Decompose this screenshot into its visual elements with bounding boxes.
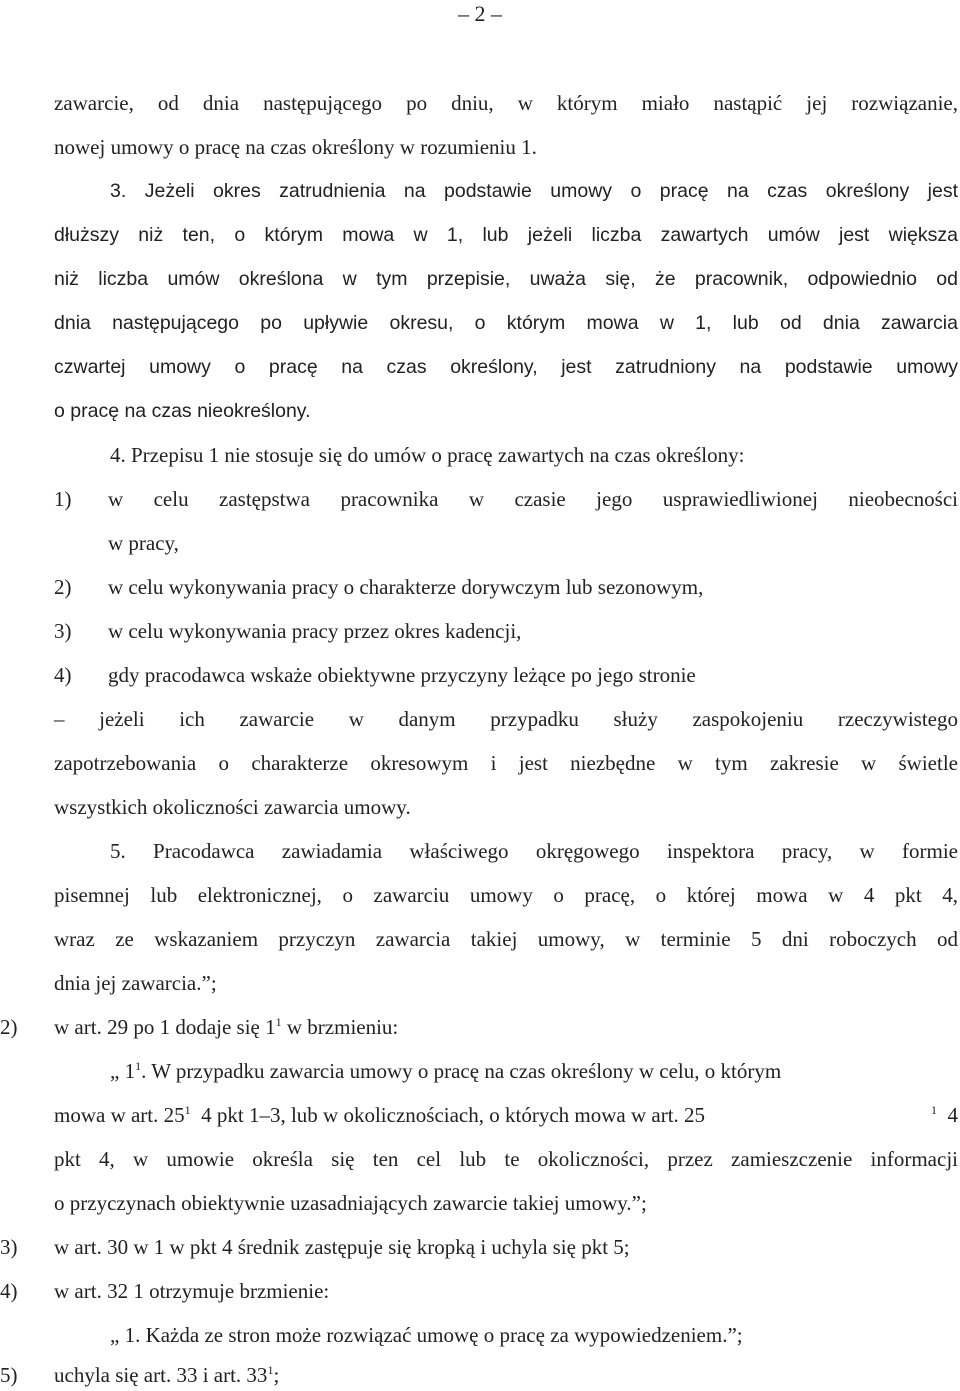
text-line: dłuższy niż ten, o którym mowa w 1, lub jeżeli liczba zawartych umów jest większa [54, 224, 958, 246]
list-item: w celu wykonywania pracy przez okres kadencji, [108, 619, 522, 643]
superscript: 1 [931, 1103, 937, 1117]
quoted-paragraph-start [110, 1056, 781, 1086]
quoted-paragraph: „ 1. Każda ze stron może rozwiązać umowę o pracę za wypowiedzeniem.”; [110, 1323, 743, 1347]
list-number: 3) [0, 1235, 18, 1259]
list-number: 5) [0, 1363, 18, 1387]
list-item: w art. 30 w 1 w pkt 4 średnik zastępuje się kropką i uchyla się pkt 5; [54, 1235, 630, 1259]
list-item [54, 1012, 398, 1042]
superscript: 1 [135, 1059, 142, 1073]
list-number: 2) [0, 1015, 18, 1039]
list-item: w celu wykonywania pracy o charakterze dorywczym lub sezonowym, [108, 575, 704, 599]
text-line: pisemnej lub elektronicznej, o zawarciu umowy o pracę, o której mowa w 4 pkt 4, [54, 883, 958, 907]
text-segment: . W przypadku zawarcia umowy o pracę na czas określony w celu, o którym [141, 1059, 782, 1083]
list-number: 4) [0, 1279, 18, 1303]
text-segment: ; [273, 1363, 280, 1387]
paragraph-3-start: 3. Jeżeli okres zatrudnienia na podstawie umowy o pracę na czas określony jest [110, 180, 958, 202]
paragraph-4-start: 4. Przepisu 1 nie stosuje się do umów o pracę zawartych na czas określony: [110, 443, 745, 467]
text-line: zapotrzebowania o charakterze okresowym i jest niezbędne w tym zakresie w świetle [54, 751, 958, 775]
list-item-continuation: w pracy, [108, 531, 179, 555]
text-segment: uchyla się art. 33 i art. 33 [54, 1363, 268, 1387]
text-segment: w brzmieniu: [281, 1015, 399, 1039]
list-item: gdy pracodawca wskaże obiektywne przyczyny leżące po jego stronie [108, 663, 696, 687]
list-item: w celu zastępstwa pracownika w czasie jego usprawiedliwionej nieobecności [108, 487, 958, 511]
text-segment [931, 1100, 958, 1130]
list-item [54, 1360, 279, 1390]
paragraph-5-start: 5. Pracodawca zawiadamia właściwego okręgowego inspektora pracy, w formie [110, 839, 958, 863]
text-line: niż liczba umów określona w tym przepisie, uważa się, że pracownik, odpowiednio od [54, 268, 958, 290]
text-segment: 4 pkt 1–3, lub w okolicznościach, o których mowa w art. 25 [190, 1103, 706, 1127]
text-segment: „ 1 [110, 1059, 136, 1083]
text-line: o pracę na czas nieokreślony. [54, 400, 311, 422]
page-number: – 2 – [458, 1, 502, 26]
superscript: 1 [184, 1103, 191, 1117]
text-segment: 4 [937, 1103, 958, 1127]
text-line: dnia następującego po upływie okresu, o którym mowa w 1, lub od dnia zawarcia [54, 312, 958, 334]
text-line: czwartej umowy o pracę na czas określony, jest zatrudniony na podstawie umowy [54, 356, 958, 378]
list-item: w art. 32 1 otrzymuje brzmienie: [54, 1279, 330, 1303]
superscript: 1 [267, 1363, 274, 1377]
text-line: wszystkich okoliczności zawarcia umowy. [54, 795, 411, 819]
text-line: o przyczynach obiektywnie uzasadniających zawarcie takiej umowy.”; [54, 1191, 647, 1215]
list-number: 4) [54, 663, 72, 687]
text-line: – jeżeli ich zawarcie w danym przypadku służy zaspokojeniu rzeczywistego [54, 707, 958, 731]
text-line: nowej umowy o pracę na czas określony w rozumieniu 1. [54, 135, 537, 159]
text-line: zawarcie, od dnia następującego po dniu, w którym miało nastąpić jej rozwiązanie, [54, 91, 958, 115]
text-line: pkt 4, w umowie określa się ten cel lub te okoliczności, przez zamieszczenie informacji [54, 1147, 958, 1171]
list-number: 2) [54, 575, 72, 599]
list-number: 3) [54, 619, 72, 643]
text-segment: w art. 29 po 1 dodaje się 1 [54, 1015, 276, 1039]
text-segment: mowa w art. 25 [54, 1103, 185, 1127]
list-number: 1) [54, 487, 72, 511]
text-line: dnia jej zawarcia.”; [54, 971, 217, 995]
text-line [54, 1100, 958, 1130]
superscript: 1 [275, 1015, 282, 1029]
text-segment [54, 1100, 191, 1130]
text-line: wraz ze wskazaniem przyczyn zawarcia takiej umowy, w terminie 5 dni roboczych od [54, 927, 958, 951]
